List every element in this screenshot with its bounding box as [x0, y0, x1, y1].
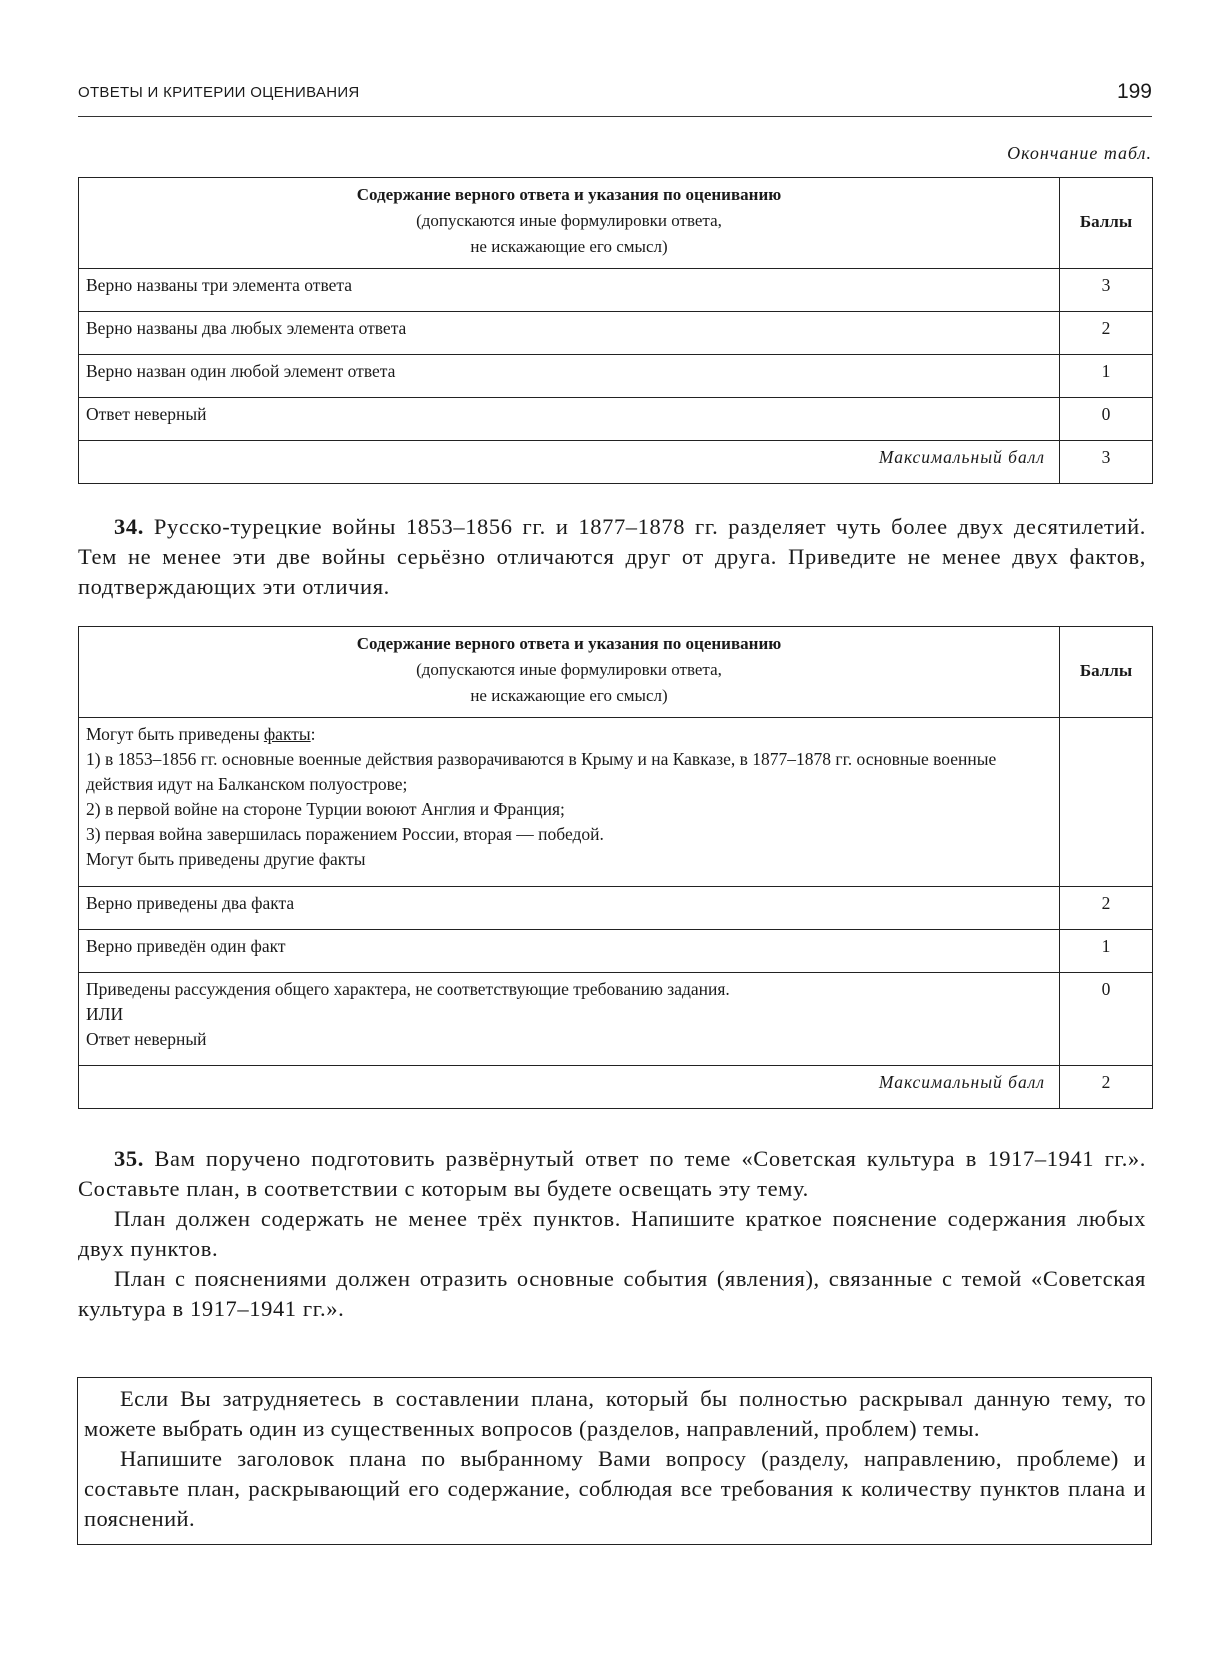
table-row	[79, 398, 1153, 441]
header-line: Содержание верного ответа и указания по оцениванию	[356, 634, 782, 653]
max-score-label: Максимальный балл	[79, 441, 1060, 484]
criterion: Верно названы три элемента ответа	[79, 269, 1060, 312]
criterion-line: ИЛИ	[86, 1004, 124, 1024]
scoring-table-34	[78, 626, 1153, 1109]
header-line: (допускаются иные формулировки ответа,	[416, 211, 722, 230]
facts-intro: Могут быть приведены	[86, 724, 264, 744]
score: 1	[1060, 355, 1153, 398]
question-35	[78, 1144, 1146, 1324]
score: 1	[1060, 930, 1153, 973]
score-header: Баллы	[1060, 178, 1153, 269]
score: 2	[1060, 312, 1153, 355]
header-line: Содержание верного ответа и указания по оцениванию	[356, 185, 782, 204]
table-row	[79, 312, 1153, 355]
score: 0	[1060, 973, 1153, 1066]
max-score-label: Максимальный балл	[79, 1066, 1060, 1109]
question-34	[78, 512, 1146, 602]
facts-cell	[79, 718, 1060, 887]
question-text: Русско-турецкие войны 1853–1856 гг. и 1877–1878 гг. разделяет чуть более двух десятилетий. Тем не менее эти две войны серьёзно отличаются друг от друга. Приведите не менее двух фактов, подтверждающих эти отличия.	[78, 514, 1146, 599]
note-paragraph: Напишите заголовок плана по выбранному Вами вопросу (разделу, направлению, проблеме) и составьте план, раскрывающий его содержание, соблюдая все требования к количеству пунктов плана и пояснений.	[84, 1446, 1146, 1531]
table-row	[79, 973, 1153, 1066]
criterion-line: Приведены рассуждения общего характера, не соответствующие требованию задания.	[86, 979, 730, 999]
criterion: Верно названы два любых элемента ответа	[79, 312, 1060, 355]
table-header-row	[79, 178, 1153, 269]
page-number: 199	[1116, 80, 1152, 103]
facts-row	[79, 718, 1153, 887]
question-number: 35.	[114, 1146, 144, 1171]
empty-score	[1060, 718, 1153, 887]
header-line: (допускаются иные формулировки ответа,	[416, 660, 722, 679]
colon: :	[310, 724, 316, 744]
facts-intro-underlined: факты	[263, 724, 311, 744]
table-row	[79, 887, 1153, 930]
question-number: 34.	[114, 514, 144, 539]
note-box	[77, 1377, 1152, 1545]
max-score: 2	[1060, 1066, 1153, 1109]
question-text: План с пояснениями должен отразить основные события (явления), связанные с темой «Советская культура в 1917–1941 гг.».	[78, 1266, 1146, 1321]
question-text: План должен содержать не менее трёх пунктов. Напишите краткое пояснение содержания любых двух пунктов.	[78, 1206, 1146, 1261]
question-text: Вам поручено подготовить развёрнутый ответ по теме «Советская культура в 1917–1941 гг.». Составьте план, в соответствии с которым вы будете освещать эту тему.	[78, 1146, 1146, 1201]
content-header	[79, 627, 1060, 718]
table-continuation-label: Окончание табл.	[1007, 143, 1152, 163]
max-score-row	[79, 441, 1153, 484]
fact-item: 1) в 1853–1856 гг. основные военные действия разворачиваются в Крыму и на Кавказе, в 1877–1878 гг. основные военные действия идут на Балканском полуострове;	[86, 749, 997, 794]
max-score: 3	[1060, 441, 1153, 484]
score: 3	[1060, 269, 1153, 312]
table-header-row	[79, 627, 1153, 718]
fact-item: 3) первая война завершилась поражением России, вторая — победой.	[86, 824, 604, 844]
criterion	[79, 973, 1060, 1066]
criterion: Верно назван один любой элемент ответа	[79, 355, 1060, 398]
facts-outro: Могут быть приведены другие факты	[86, 849, 366, 869]
running-title: ОТВЕТЫ И КРИТЕРИИ ОЦЕНИВАНИЯ	[78, 84, 360, 101]
header-line: не искажающие его смысл)	[470, 686, 668, 705]
header-line: не искажающие его смысл)	[470, 237, 668, 256]
content-header	[79, 178, 1060, 269]
criterion: Ответ неверный	[79, 398, 1060, 441]
score-header: Баллы	[1060, 627, 1153, 718]
fact-item: 2) в первой войне на стороне Турции воюют Англия и Франция;	[86, 799, 565, 819]
table-row	[79, 930, 1153, 973]
table-row	[79, 355, 1153, 398]
running-header	[78, 82, 1152, 117]
score: 0	[1060, 398, 1153, 441]
score: 2	[1060, 887, 1153, 930]
table-row	[79, 269, 1153, 312]
max-score-row	[79, 1066, 1153, 1109]
note-paragraph: Если Вы затрудняетесь в составлении плана, который бы полностью раскрывал данную тему, то можете выбрать один из существенных вопросов (разделов, направлений, проблем) темы.	[84, 1386, 1146, 1441]
criterion: Верно приведены два факта	[79, 887, 1060, 930]
criterion: Верно приведён один факт	[79, 930, 1060, 973]
scoring-table-33	[78, 177, 1153, 484]
criterion-line: Ответ неверный	[86, 1029, 207, 1049]
